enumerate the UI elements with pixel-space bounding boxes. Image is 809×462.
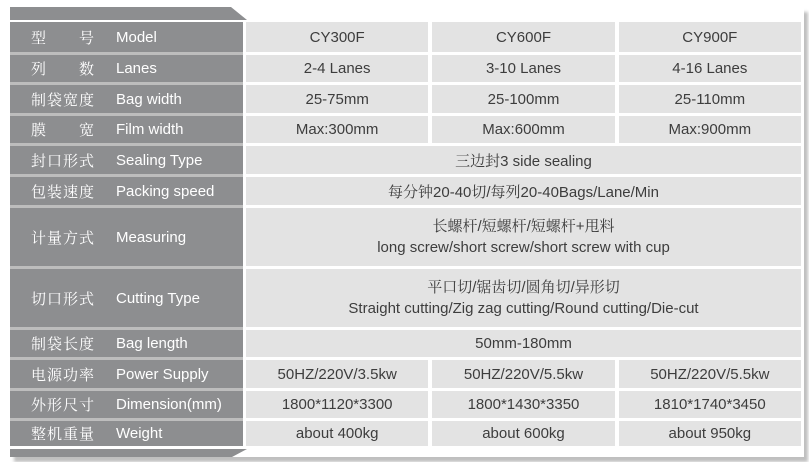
label-cn: 整机重量 [31, 426, 94, 443]
value-line-cn: 平口切/锯齿切/圆角切/异形切 [427, 279, 620, 296]
row-sealing-type-value [246, 146, 801, 174]
value-cell-span [246, 269, 801, 327]
value-cell: Max:900mm [619, 116, 801, 143]
value-cell: 50HZ/220V/5.5kw [619, 360, 801, 388]
label-cn: 型 号 [31, 29, 94, 47]
label-en: Dimension(mm) [116, 396, 222, 413]
value-line-cn: 长螺杆/短螺杆/短螺杆+甩料 [432, 218, 615, 235]
label-cn: 封口形式 [31, 152, 94, 170]
label-en: Cutting Type [116, 289, 200, 307]
value-cell-span: 50mm-180mm [246, 330, 801, 357]
spec-label-row-film-width [10, 116, 243, 143]
label-cn: 计量方式 [31, 229, 94, 247]
value-line-en: Straight cutting/Zig zag cutting/Round cutting/Die-cut [348, 300, 699, 317]
label-en: Bag width [116, 90, 182, 108]
value-cell-span: 三边封3 side sealing [246, 146, 801, 174]
spec-label-row-power-supply [10, 360, 243, 388]
row-bag-width-values [246, 85, 801, 113]
value-cell: about 400kg [246, 421, 428, 446]
value-cell: 2-4 Lanes [246, 55, 428, 82]
spec-label-row-packing-speed [10, 177, 243, 205]
spec-label-row-weight [10, 421, 243, 446]
spec-label-row-bag-length [10, 330, 243, 357]
spec-label-row-dimension [10, 391, 243, 418]
spec-label-row-measuring [10, 208, 243, 266]
value-cell: about 600kg [432, 421, 614, 446]
value-cell: 3-10 Lanes [432, 55, 614, 82]
value-cell: 4-16 Lanes [619, 55, 801, 82]
label-en: Lanes [116, 60, 157, 77]
row-power-supply-values [246, 360, 801, 388]
value-cell: 25-110mm [619, 85, 801, 113]
label-en: Model [116, 28, 157, 46]
label-cn: 包装速度 [31, 183, 94, 201]
spec-label-row-lanes [10, 55, 243, 82]
label-en: Measuring [116, 228, 187, 246]
sidebar-top-cap [10, 7, 247, 20]
row-measuring-value [246, 208, 801, 266]
label-en: Power Supply [116, 365, 209, 383]
row-cutting-type-value [246, 269, 801, 327]
value-cell: about 950kg [619, 421, 801, 446]
value-line-en: long screw/short screw/short screw with cup [377, 239, 670, 256]
label-cn: 制袋长度 [31, 336, 94, 353]
row-weight-values [246, 421, 801, 446]
label-cn: 切口形式 [31, 290, 94, 308]
label-cn: 列 数 [31, 61, 94, 78]
value-cell: 25-75mm [246, 85, 428, 113]
sidebar-bottom-cap [10, 449, 247, 457]
row-model-values [246, 22, 801, 52]
value-cell: 1810*1740*3450 [619, 391, 801, 418]
value-cell: CY300F [246, 22, 428, 52]
value-cell: 1800*1430*3350 [432, 391, 614, 418]
spec-label-row-model [10, 22, 243, 52]
value-cell: 1800*1120*3300 [246, 391, 428, 418]
row-lanes-values [246, 55, 801, 82]
row-film-width-values [246, 116, 801, 143]
value-cell: Max:600mm [432, 116, 614, 143]
spec-labels-column [10, 22, 243, 446]
value-cell: CY600F [432, 22, 614, 52]
label-cn: 制袋宽度 [31, 91, 94, 109]
value-cell: 25-100mm [432, 85, 614, 113]
value-cell: Max:300mm [246, 116, 428, 143]
value-cell-span [246, 208, 801, 266]
label-cn: 外形尺寸 [31, 397, 94, 414]
value-cell-span: 每分钟20-40切/每列20-40Bags/Lane/Min [246, 177, 801, 205]
row-dimension-values [246, 391, 801, 418]
row-packing-speed-value [246, 177, 801, 205]
row-bag-length-value [246, 330, 801, 357]
label-en: Bag length [116, 335, 188, 352]
spec-label-row-sealing-type [10, 146, 243, 174]
spec-label-row-bag-width [10, 85, 243, 113]
label-cn: 电源功率 [31, 366, 94, 384]
label-en: Packing speed [116, 182, 215, 200]
label-cn: 膜 宽 [31, 122, 94, 139]
value-cell: 50HZ/220V/3.5kw [246, 360, 428, 388]
value-cell: CY900F [619, 22, 801, 52]
label-en: Film width [116, 121, 184, 138]
label-en: Weight [116, 425, 163, 442]
spec-values-area [246, 22, 801, 446]
value-cell: 50HZ/220V/5.5kw [432, 360, 614, 388]
spec-label-row-cutting-type [10, 269, 243, 327]
label-en: Sealing Type [116, 151, 203, 169]
